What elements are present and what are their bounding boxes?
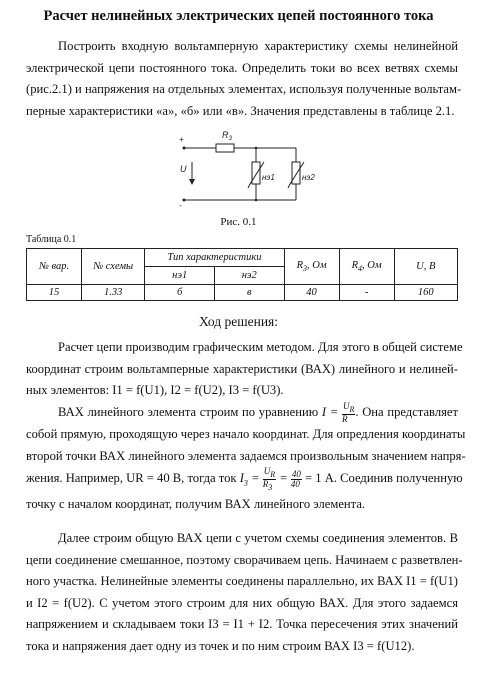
nonlinear-element-1 [252, 162, 260, 184]
header-scheme: № схемы [82, 249, 145, 285]
p3-line-3: ного участка. Нелинейные элементы соединены параллельно, их ВАХ I1 = f(U1) [26, 574, 458, 588]
p2-line-2: собой прямую, проходящую через начало координат. Для опредления координаты [26, 427, 466, 441]
header-r4: $R_4$, Ом [339, 249, 394, 285]
header-r3: $R_3$, Ом [284, 249, 339, 285]
terminal-plus [183, 147, 186, 150]
intro-line-4: перные характеристики «а», «б» или «в». Значения представлены в таблице 2.1. [26, 103, 455, 118]
figure-caption: Рис. 0.1 [220, 216, 257, 228]
p3-line-1: Далее строим общую ВАХ цепи с учетом схемы соединения элементов. В [58, 531, 458, 545]
junction-dot [255, 147, 258, 150]
parameters-table [26, 248, 458, 301]
intro-paragraph [26, 36, 462, 122]
p2-line-4b: = 1 А. Соединив полученную [305, 471, 463, 486]
junction-dot [255, 199, 258, 202]
p2-line-5: точку с началом координат, получим ВАХ линейного элемента. [26, 497, 366, 512]
p3-line-4: и I2 = f(U2). С учетом этого строим для них общую ВАХ. Для этого задаемся [26, 595, 458, 610]
p1-line-1: Расчет цепи производим графическим методом. Для этого в общей системе [58, 340, 463, 354]
label-plus: + [179, 135, 184, 144]
label-u: U [180, 164, 187, 174]
intro-line-3: (рис.2.1) и напряжения на отдельных элементах, используя полученные вольтам- [26, 82, 462, 96]
p3-line-5: напряжением и складываем токи I3 = I1 + I2. Точка пересечения этих значений [26, 617, 458, 631]
intro-line-2: электрической цепи постоянного тока. Определить токи во всех ветвях схемы [26, 60, 458, 75]
document-title: Расчет нелинейных электрических цепей постоянного тока [43, 8, 434, 24]
solution-heading: Ход решения: [198, 314, 279, 329]
label-ne2: нэ2 [302, 173, 315, 182]
cell-r4: - [339, 285, 394, 301]
cell-var: 15 [27, 285, 82, 301]
header-u: U, В [394, 249, 457, 285]
resistor-r3 [216, 144, 234, 152]
header-ne1: нэ1 [145, 267, 215, 285]
label-r3: $R_3$ [222, 130, 232, 142]
p1-line-3: ных элементов: I1 = f(U1), I2 = f(U2), I3 = f(U3). [26, 383, 284, 397]
nonlinear-element-2 [292, 162, 300, 184]
cell-r3: 40 [284, 285, 339, 301]
p2-line-4a: жения. Например, UR = 40 В, тогда ток [26, 471, 237, 486]
paragraph-3 [26, 528, 463, 657]
p2-line-1b: . Она представляет [355, 405, 458, 419]
header-type: Тип характеристики [145, 249, 284, 267]
terminal-minus [183, 199, 186, 202]
p2-line-1a: ВАХ линейного элемента строим по уравнению [58, 405, 319, 419]
cell-ne1: б [145, 285, 215, 301]
cell-u: 160 [394, 285, 457, 301]
circuit-diagram [170, 126, 330, 214]
cell-scheme: 1.33 [82, 285, 145, 301]
voltage-arrow-head [189, 179, 195, 185]
p3-line-6: тока и напряжения дает одну из точек и по ним строим ВАХ I3 = f(U12). [26, 638, 415, 653]
header-var: № вар. [27, 249, 82, 285]
p3-line-2: цепи соединение смешанное, поэтому сворачиваем цепь. Начинаем с разветвлен- [26, 552, 463, 567]
label-ne1: нэ1 [262, 173, 275, 182]
p1-line-2: координат строим вольтамперные характеристики (ВАХ) линейного и нелиней- [26, 361, 458, 376]
header-ne2: нэ2 [214, 267, 284, 285]
table-row [27, 285, 458, 301]
label-minus: - [179, 201, 182, 210]
cell-ne2: в [214, 285, 284, 301]
intro-line-1: Построить входную вольтамперную характеристику схемы нелинейной [58, 39, 458, 53]
formula-i3: $I_3$ = $\frac{U_R}{R_3}$ = $\frac{40}{40}$ [239, 466, 301, 492]
paragraph-1 [26, 337, 463, 402]
formula-ohm: I = $\frac{U_R}{R}$ [321, 401, 355, 424]
p2-line-3: второй точки ВАХ линейного элемента задаемся произвольным значением напря- [26, 448, 466, 463]
paragraph-2 [26, 401, 466, 516]
table-caption: Таблица 0.1 [26, 234, 77, 245]
